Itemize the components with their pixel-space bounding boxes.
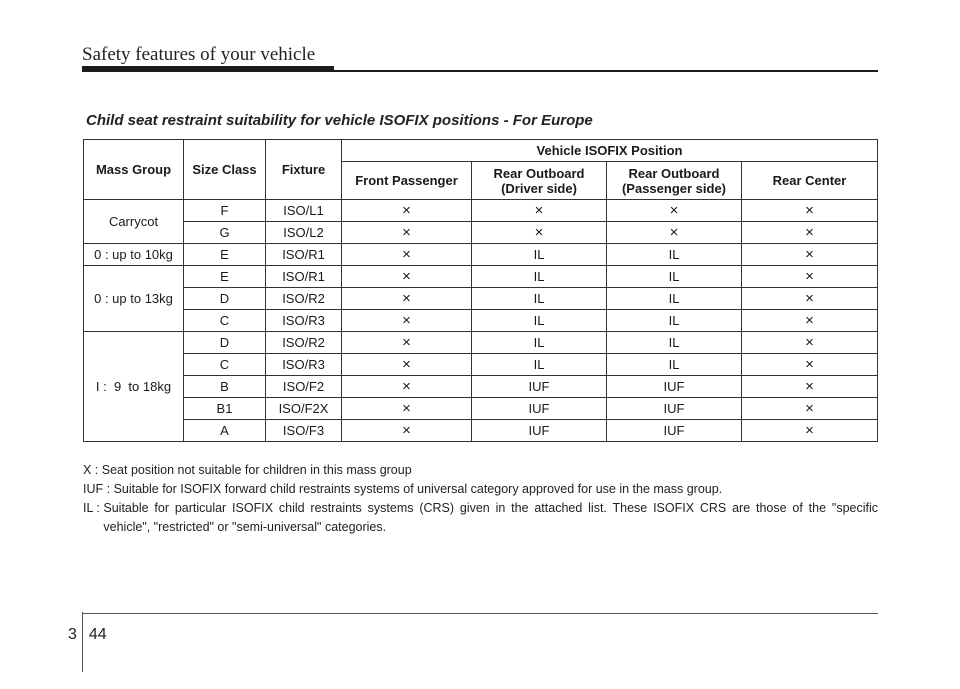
cell-fixture: ISO/R1 bbox=[266, 266, 342, 288]
cell-front-passenger: × bbox=[342, 420, 472, 442]
cell-rear-outboard-driver: IL bbox=[472, 244, 607, 266]
legend-note-key: X : bbox=[83, 463, 102, 477]
cell-rear-outboard-driver: IL bbox=[472, 288, 607, 310]
cell-size-class: A bbox=[184, 420, 266, 442]
page-header-title: Safety features of your vehicle bbox=[82, 44, 316, 65]
cell-front-passenger: × bbox=[342, 310, 472, 332]
cell-rear-outboard-driver: × bbox=[472, 222, 607, 244]
cell-size-class: C bbox=[184, 310, 266, 332]
table-row bbox=[84, 376, 878, 398]
header-fixture: Fixture bbox=[266, 140, 342, 200]
isofix-suitability-table bbox=[83, 139, 878, 442]
cell-rear-center: × bbox=[742, 244, 878, 266]
table-row bbox=[84, 398, 878, 420]
page-number-value: 44 bbox=[88, 626, 107, 644]
legend-note-text: Suitable for particular ISOFIX child restraints systems (CRS) given in the attached list. These ISOFIX CRS are those of the "specific vehicle", "restricted" or "semi-universal" categories. bbox=[103, 501, 878, 534]
cell-rear-outboard-passenger: × bbox=[607, 222, 742, 244]
cell-front-passenger: × bbox=[342, 288, 472, 310]
cell-fixture: ISO/F2 bbox=[266, 376, 342, 398]
header-rear-outboard-driver-line1: Rear Outboard bbox=[493, 165, 585, 181]
cell-rear-center: × bbox=[742, 310, 878, 332]
cell-size-class: G bbox=[184, 222, 266, 244]
footer-rule bbox=[82, 613, 878, 614]
cell-size-class: D bbox=[184, 288, 266, 310]
cell-size-class: E bbox=[184, 244, 266, 266]
cell-front-passenger: × bbox=[342, 244, 472, 266]
legend-notes bbox=[83, 461, 878, 537]
cell-front-passenger: × bbox=[342, 266, 472, 288]
header-rear-outboard-driver bbox=[472, 162, 607, 200]
table-row bbox=[84, 266, 878, 288]
table-row bbox=[84, 354, 878, 376]
cell-fixture: ISO/F3 bbox=[266, 420, 342, 442]
cell-rear-center: × bbox=[742, 222, 878, 244]
header-rear-outboard-passenger-line2: (Passenger side) bbox=[621, 180, 727, 196]
header-size-class: Size Class bbox=[184, 140, 266, 200]
header-rear-outboard-driver-line2: (Driver side) bbox=[501, 180, 577, 196]
cell-rear-outboard-passenger: IUF bbox=[607, 398, 742, 420]
cell-rear-center: × bbox=[742, 376, 878, 398]
cell-front-passenger: × bbox=[342, 354, 472, 376]
cell-rear-outboard-driver: IUF bbox=[472, 376, 607, 398]
cell-size-class: B1 bbox=[184, 398, 266, 420]
section-title: Child seat restraint suitability for vehicle ISOFIX positions - For Europe bbox=[86, 112, 593, 129]
table-row bbox=[84, 288, 878, 310]
cell-fixture: ISO/R3 bbox=[266, 354, 342, 376]
cell-fixture: ISO/F2X bbox=[266, 398, 342, 420]
legend-note-key: IL : bbox=[83, 501, 104, 515]
header-mass-group: Mass Group bbox=[84, 140, 184, 200]
cell-front-passenger: × bbox=[342, 332, 472, 354]
legend-note-key: IUF : bbox=[83, 482, 114, 496]
cell-rear-outboard-passenger: IL bbox=[607, 266, 742, 288]
table-row bbox=[84, 244, 878, 266]
table-row bbox=[84, 222, 878, 244]
legend-note bbox=[83, 480, 878, 499]
cell-fixture: ISO/R3 bbox=[266, 310, 342, 332]
header-rear-outboard-passenger bbox=[607, 162, 742, 200]
header-rear-outboard-passenger-line1: Rear Outboard bbox=[628, 165, 720, 181]
table-row bbox=[84, 420, 878, 442]
cell-rear-outboard-passenger: × bbox=[607, 200, 742, 222]
table-row bbox=[84, 200, 878, 222]
legend-note bbox=[83, 499, 878, 537]
cell-size-class: C bbox=[184, 354, 266, 376]
cell-rear-outboard-driver: IL bbox=[472, 332, 607, 354]
cell-rear-outboard-driver: IUF bbox=[472, 420, 607, 442]
header-rule-thick bbox=[82, 66, 334, 72]
cell-size-class: D bbox=[184, 332, 266, 354]
cell-rear-center: × bbox=[742, 398, 878, 420]
cell-mass-group: 0 : up to 10kg bbox=[84, 244, 184, 266]
cell-mass-group: 0 : up to 13kg bbox=[84, 266, 184, 332]
cell-front-passenger: × bbox=[342, 376, 472, 398]
cell-size-class: F bbox=[184, 200, 266, 222]
cell-front-passenger: × bbox=[342, 398, 472, 420]
header-rear-center: Rear Center bbox=[742, 162, 878, 200]
cell-rear-outboard-passenger: IL bbox=[607, 332, 742, 354]
cell-fixture: ISO/R1 bbox=[266, 244, 342, 266]
cell-fixture: ISO/L1 bbox=[266, 200, 342, 222]
legend-note bbox=[83, 461, 878, 480]
cell-fixture: ISO/L2 bbox=[266, 222, 342, 244]
cell-rear-outboard-driver: IL bbox=[472, 310, 607, 332]
cell-rear-outboard-driver: × bbox=[472, 200, 607, 222]
cell-rear-center: × bbox=[742, 266, 878, 288]
page-number bbox=[68, 626, 107, 644]
table-body bbox=[84, 200, 878, 442]
table-row bbox=[84, 310, 878, 332]
legend-note-text: Suitable for ISOFIX forward child restraints systems of universal category approved for use in the mass group. bbox=[113, 482, 723, 496]
header-vehicle-isofix-position: Vehicle ISOFIX Position bbox=[342, 140, 878, 162]
cell-front-passenger: × bbox=[342, 222, 472, 244]
cell-fixture: ISO/R2 bbox=[266, 332, 342, 354]
cell-rear-outboard-driver: IL bbox=[472, 354, 607, 376]
cell-rear-outboard-passenger: IL bbox=[607, 288, 742, 310]
cell-rear-center: × bbox=[742, 354, 878, 376]
cell-rear-center: × bbox=[742, 332, 878, 354]
cell-rear-outboard-passenger: IUF bbox=[607, 420, 742, 442]
page-number-separator bbox=[82, 626, 83, 644]
cell-fixture: ISO/R2 bbox=[266, 288, 342, 310]
cell-rear-center: × bbox=[742, 288, 878, 310]
cell-mass-group: Carrycot bbox=[84, 200, 184, 244]
cell-front-passenger: × bbox=[342, 200, 472, 222]
cell-rear-outboard-passenger: IL bbox=[607, 310, 742, 332]
header-rule-thin bbox=[334, 70, 878, 72]
header-front-passenger: Front Passenger bbox=[342, 162, 472, 200]
cell-mass-group: I : 9 to 18kg bbox=[84, 332, 184, 442]
table-row bbox=[84, 332, 878, 354]
cell-rear-outboard-driver: IL bbox=[472, 266, 607, 288]
table-header-row bbox=[84, 140, 878, 162]
chapter-number: 3 bbox=[68, 626, 77, 644]
legend-note-text: Seat position not suitable for children in this mass group bbox=[101, 463, 412, 477]
cell-rear-outboard-driver: IUF bbox=[472, 398, 607, 420]
cell-rear-outboard-passenger: IUF bbox=[607, 376, 742, 398]
cell-rear-outboard-passenger: IL bbox=[607, 244, 742, 266]
cell-rear-outboard-passenger: IL bbox=[607, 354, 742, 376]
cell-rear-center: × bbox=[742, 420, 878, 442]
cell-size-class: E bbox=[184, 266, 266, 288]
cell-rear-center: × bbox=[742, 200, 878, 222]
cell-size-class: B bbox=[184, 376, 266, 398]
